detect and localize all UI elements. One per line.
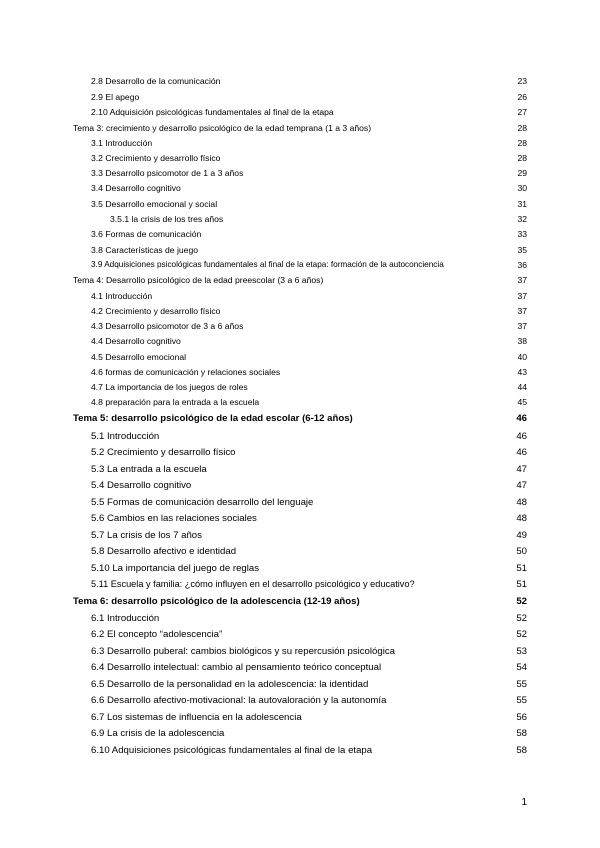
toc-entry-page: 48 — [516, 497, 527, 508]
toc-entry-page: 47 — [516, 480, 527, 491]
toc-entry-title: 6.9 La crisis de la adolescencia — [91, 728, 225, 739]
toc-entry-title: 6.7 Los sistemas de influencia en la adolescencia — [91, 712, 302, 723]
toc-entry-page: 50 — [516, 546, 527, 557]
toc-entry-title: 3.1 Introducción — [91, 138, 153, 148]
toc-entry-title: 5.4 Desarrollo cognitivo — [91, 480, 192, 491]
page-number: 1 — [521, 797, 527, 808]
toc-entry-page: 26 — [517, 92, 527, 102]
toc-entry-page: 38 — [517, 336, 527, 346]
toc-entry-title: 5.5 Formas de comunicación desarrollo del lenguaje — [91, 497, 314, 508]
toc-entry-page: 40 — [517, 352, 527, 362]
toc-entry-title: 5.3 La entrada a la escuela — [91, 464, 207, 475]
toc-entry-title: 5.8 Desarrollo afectivo e identidad — [91, 546, 237, 557]
toc-entry-page: 49 — [516, 530, 527, 541]
toc-entry-page: 31 — [517, 199, 527, 209]
toc-entry-page: 33 — [517, 229, 527, 239]
toc-entry-page: 58 — [516, 745, 527, 756]
toc-entry-page: 54 — [516, 662, 527, 673]
toc-entry-title: 5.11 Escuela y familia: ¿cómo influyen en el desarrollo psicológico y educativo? — [91, 579, 415, 589]
toc-entry-page: 52 — [516, 613, 527, 624]
toc-entry-page: 52 — [516, 629, 527, 640]
toc-entry-page: 48 — [516, 513, 527, 524]
toc-entry-page: 28 — [517, 138, 527, 148]
toc-entry-title: 5.7 La crisis de los 7 años — [91, 530, 202, 541]
toc-entry-page: 28 — [517, 153, 527, 163]
toc-entry-title: 6.4 Desarrollo intelectual: cambio al pensamiento teórico conceptual — [91, 662, 382, 673]
toc-entry-title: 6.2 El concepto “adolescencia” — [91, 629, 223, 640]
toc-entry-page: 51 — [516, 563, 527, 574]
toc-entry-title: 3.6 Formas de comunicación — [91, 229, 202, 239]
toc-entry-title: 2.9 El apego — [91, 92, 140, 102]
toc-entry-title: Tema 3: crecimiento y desarrollo psicológico de la edad temprana (1 a 3 años) — [73, 123, 372, 133]
toc-entry-page: 27 — [517, 107, 527, 117]
toc-entry-page: 44 — [517, 382, 527, 392]
toc-entry-page: 58 — [516, 728, 527, 739]
toc-entry-title: Tema 6: desarrollo psicológico de la adolescencia (12-19 años) — [73, 596, 360, 607]
toc-entry-title: 3.5.1 la crisis de los tres años — [110, 214, 224, 224]
toc-entry-title: 4.7 La importancia de los juegos de roles — [91, 382, 248, 392]
toc-entry-page: 23 — [517, 76, 527, 86]
toc-entry-title: 6.10 Adquisiciones psicológicas fundamentales al final de la etapa — [91, 745, 373, 756]
toc-entry-title: 3.4 Desarrollo cognitivo — [91, 183, 181, 193]
toc-entry-page: 56 — [516, 712, 527, 723]
toc-entry-title: 4.3 Desarrollo psicomotor de 3 a 6 años — [91, 321, 244, 331]
toc-entry-page: 46 — [516, 413, 527, 424]
toc-entry-page: 37 — [517, 306, 527, 316]
toc-entry-title: Tema 5: desarrollo psicológico de la edad escolar (6-12 años) — [73, 413, 353, 424]
toc-entry-title: 3.2 Crecimiento y desarrollo físico — [91, 153, 221, 163]
toc-entry-title: 5.6 Cambios en las relaciones sociales — [91, 513, 257, 524]
toc-entry-title: 6.6 Desarrollo afectivo-motivacional: la autovaloración y la autonomía — [91, 695, 387, 706]
toc-entry-title: Tema 4: Desarrollo psicológico de la edad preescolar (3 a 6 años) — [73, 275, 324, 285]
toc-entry-page: 29 — [517, 168, 527, 178]
toc-entry-title: 5.2 Crecimiento y desarrollo físico — [91, 447, 236, 458]
toc-entry-title: 3.3 Desarrollo psicomotor de 1 a 3 años — [91, 168, 244, 178]
toc-entry-page: 52 — [516, 596, 527, 607]
toc-entry-title: 4.5 Desarrollo emocional — [91, 352, 187, 362]
toc-entry-title: 6.3 Desarrollo puberal: cambios biológicos y su repercusión psicológica — [91, 646, 395, 657]
toc-entry-title: 4.6 formas de comunicación y relaciones sociales — [91, 367, 281, 377]
toc-entry-title: 3.9 Adquisiciones psicológicas fundamentales al final de la etapa: formación de la autoconciencia — [91, 260, 444, 269]
toc-entry-page: 51 — [516, 579, 527, 590]
toc-entry-page: 35 — [517, 245, 527, 255]
toc-entry-page: 28 — [517, 123, 527, 133]
toc-entry-title: 4.4 Desarrollo cognitivo — [91, 336, 181, 346]
toc-entry-page: 46 — [516, 447, 527, 458]
toc-entry-page: 45 — [517, 397, 527, 407]
toc-entry-title: 5.1 Introducción — [91, 431, 160, 442]
toc-entry-page: 37 — [517, 321, 527, 331]
toc-entry-title: 2.8 Desarrollo de la comunicación — [91, 76, 221, 86]
toc-entry-title: 5.10 La importancia del juego de reglas — [91, 563, 260, 574]
toc-entry-page: 53 — [516, 646, 527, 657]
toc-entry-title: 4.8 preparación para la entrada a la escuela — [91, 397, 260, 407]
toc-entry-page: 36 — [517, 260, 527, 270]
toc-entry-page: 30 — [517, 183, 527, 193]
toc-entry-page: 47 — [516, 464, 527, 475]
toc-entry-title: 3.8 Características de juego — [91, 245, 199, 255]
toc-entry-title: 4.1 Introducción — [91, 291, 153, 301]
toc-entry-title: 3.5 Desarrollo emocional y social — [91, 199, 218, 209]
toc-entry-title: 6.5 Desarrollo de la personalidad en la adolescencia: la identidad — [91, 679, 369, 690]
toc-entry-page: 55 — [516, 695, 527, 706]
toc-entry-page: 43 — [517, 367, 527, 377]
toc-entry-page: 46 — [516, 431, 527, 442]
toc-entry-page: 32 — [517, 214, 527, 224]
toc-entry-title: 4.2 Crecimiento y desarrollo físico — [91, 306, 221, 316]
toc-entry-page: 55 — [516, 679, 527, 690]
toc-entry-page: 37 — [517, 275, 527, 285]
toc-entry-page: 37 — [517, 291, 527, 301]
toc-entry-title: 2.10 Adquisición psicológicas fundamentales al final de la etapa — [91, 107, 334, 117]
toc-entry-title: 6.1 Introducción — [91, 613, 160, 624]
